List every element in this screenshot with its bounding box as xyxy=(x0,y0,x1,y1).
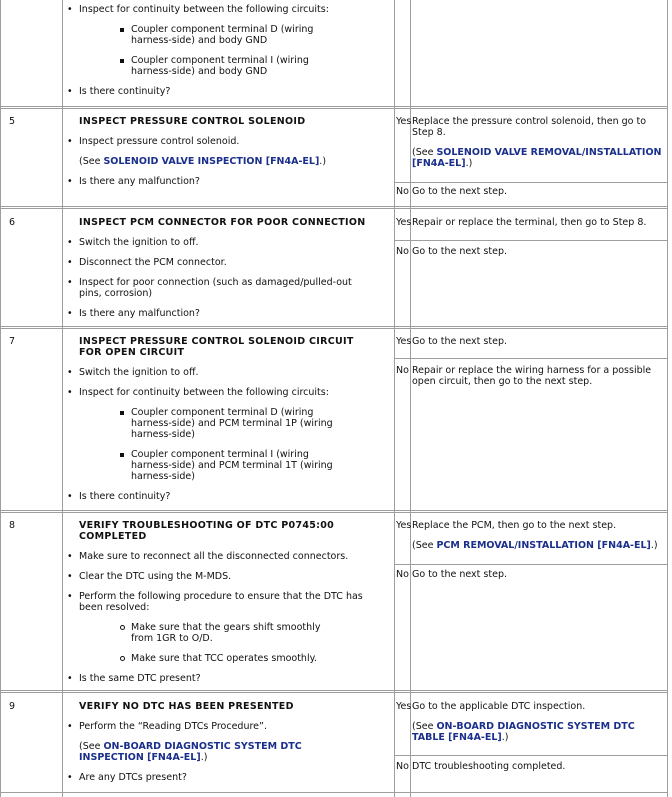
yes-label: Yes xyxy=(396,336,412,347)
see-reference: (See SOLENOID VALVE REMOVAL/INSTALLATION [FN4A-EL].) xyxy=(412,147,662,169)
no-label: No xyxy=(396,246,409,257)
sub-bullet-item: Coupler component terminal D (wiring harness-side) and PCM terminal 1P (wiring harness-side) xyxy=(131,407,346,440)
bullet-item: • Switch the ignition to off. xyxy=(79,367,394,378)
column-divider-step xyxy=(62,0,63,797)
question: • Is there any malfunction? xyxy=(79,176,394,187)
step-title: VERIFY NO DTC HAS BEEN PRESENTED xyxy=(79,701,294,712)
step-number: 8 xyxy=(9,520,16,531)
row-divider xyxy=(0,106,668,107)
column-divider-action xyxy=(394,0,395,797)
yes-no-divider xyxy=(394,358,668,359)
row-divider xyxy=(0,792,668,793)
bullet-item: • Inspect pressure control solenoid. xyxy=(79,136,394,147)
yes-label: Yes xyxy=(396,701,412,712)
no-label: No xyxy=(396,186,409,197)
step-number: 6 xyxy=(9,217,16,228)
bullet-item: • Perform the following procedure to ensure that the DTC has been resolved: xyxy=(79,591,369,613)
yes-no-divider xyxy=(394,755,668,756)
bullet-item: • Clear the DTC using the M-MDS. xyxy=(79,571,394,582)
question: • Is there continuity? xyxy=(79,491,394,502)
action-text: Replace the pressure control solenoid, then go to Step 8. xyxy=(412,116,647,138)
solenoid-removal-link[interactable]: SOLENOID VALVE REMOVAL/INSTALLATION [FN4A-EL] xyxy=(412,147,662,169)
bullet-item: • Inspect for continuity between the following circuits: xyxy=(79,387,394,398)
yes-action xyxy=(412,701,664,743)
step-title: INSPECT PRESSURE CONTROL SOLENOID CIRCUIT FOR OPEN CIRCUIT xyxy=(79,336,354,358)
question: • Is there any malfunction? xyxy=(79,308,394,319)
yes-action: Repair or replace the terminal, then go to Step 8. xyxy=(412,217,647,228)
yes-no-divider xyxy=(394,182,668,183)
yes-label: Yes xyxy=(396,217,412,228)
bullet-item: • Inspect for poor connection (such as damaged/pulled-out pins, corrosion) xyxy=(79,277,364,299)
yes-action xyxy=(412,520,664,551)
no-label: No xyxy=(396,569,409,580)
step-number: 7 xyxy=(9,336,16,347)
row-divider xyxy=(0,692,668,693)
see-reference: (See SOLENOID VALVE INSPECTION [FN4A-EL].) xyxy=(79,156,327,167)
yes-label: Yes xyxy=(396,116,412,127)
step5-content xyxy=(64,116,394,187)
sub-bullet-item: Coupler component terminal D (wiring harness-side) and body GND xyxy=(131,24,326,46)
step-number: 5 xyxy=(9,116,16,127)
yes-no-divider xyxy=(394,564,668,565)
no-action: DTC troubleshooting completed. xyxy=(412,761,566,772)
see-reference: (See ON-BOARD DIAGNOSTIC SYSTEM DTC INSPECTION [FN4A-EL].) xyxy=(79,741,302,763)
row-divider xyxy=(0,206,668,207)
step-title: INSPECT PCM CONNECTOR FOR POOR CONNECTION xyxy=(79,217,366,228)
no-action: Go to the next step. xyxy=(412,186,507,197)
step8-content xyxy=(64,520,394,684)
yes-action: Go to the next step. xyxy=(412,336,507,347)
question: • Is there continuity? xyxy=(79,86,394,97)
row-divider xyxy=(0,510,668,511)
bullet-item: • Perform the “Reading DTCs Procedure”. xyxy=(79,721,394,732)
step-number: 9 xyxy=(9,701,16,712)
yes-no-divider xyxy=(394,240,668,241)
row-divider xyxy=(0,208,668,209)
sub-bullet-item: Make sure that TCC operates smoothly. xyxy=(131,653,394,664)
solenoid-inspection-link[interactable]: SOLENOID VALVE INSPECTION [FN4A-EL] xyxy=(103,156,320,167)
dtc-table-link[interactable]: ON-BOARD DIAGNOSTIC SYSTEM DTC TABLE [FN4A-EL] xyxy=(412,721,635,743)
step4-content xyxy=(64,4,394,97)
row-divider xyxy=(0,690,668,691)
row-divider xyxy=(0,108,668,109)
yes-action xyxy=(412,116,664,169)
no-action: Repair or replace the wiring harness for a possible open circuit, then go to the next step. xyxy=(412,365,652,387)
question: • Is the same DTC present? xyxy=(79,673,394,684)
no-action: Go to the next step. xyxy=(412,569,507,580)
table-border-left xyxy=(0,0,1,797)
row-divider xyxy=(0,326,668,327)
pcm-removal-link[interactable]: PCM REMOVAL/INSTALLATION [FN4A-EL] xyxy=(436,540,651,551)
step6-content xyxy=(64,217,394,319)
sub-bullet-item: Coupler component terminal I (wiring harness-side) and PCM terminal 1T (wiring harness-side) xyxy=(131,449,346,482)
step-title: VERIFY TROUBLESHOOTING OF DTC P0745:00 COMPLETED xyxy=(79,520,335,542)
see-reference: (See ON-BOARD DIAGNOSTIC SYSTEM DTC TABLE [FN4A-EL].) xyxy=(412,721,635,743)
no-label: No xyxy=(396,761,409,772)
sub-bullet-item: Make sure that the gears shift smoothly from 1GR to O/D. xyxy=(131,622,331,644)
row-divider xyxy=(0,328,668,329)
step7-content xyxy=(64,336,394,502)
no-label: No xyxy=(396,365,409,376)
bullet-item: • Make sure to reconnect all the disconnected connectors. xyxy=(79,551,394,562)
see-reference: (See PCM REMOVAL/INSTALLATION [FN4A-EL].) xyxy=(412,540,658,551)
row-divider xyxy=(0,512,668,513)
bullet-item: • Switch the ignition to off. xyxy=(79,237,394,248)
question: • Are any DTCs present? xyxy=(79,772,394,783)
yes-label: Yes xyxy=(396,520,412,531)
action-text: Go to the applicable DTC inspection. xyxy=(412,701,586,712)
step9-content xyxy=(64,701,394,783)
dtc-inspection-link[interactable]: ON-BOARD DIAGNOSTIC SYSTEM DTC INSPECTION [FN4A-EL] xyxy=(79,741,302,763)
action-text: Replace the PCM, then go to the next step. xyxy=(412,520,617,531)
no-action: Go to the next step. xyxy=(412,246,507,257)
bullet-item: • Disconnect the PCM connector. xyxy=(79,257,394,268)
sub-bullet-item: Coupler component terminal I (wiring harness-side) and body GND xyxy=(131,55,326,77)
bullet-item: • Inspect for continuity between the following circuits: xyxy=(79,4,394,15)
table-border-right xyxy=(667,0,668,797)
step-title: INSPECT PRESSURE CONTROL SOLENOID xyxy=(79,116,306,127)
